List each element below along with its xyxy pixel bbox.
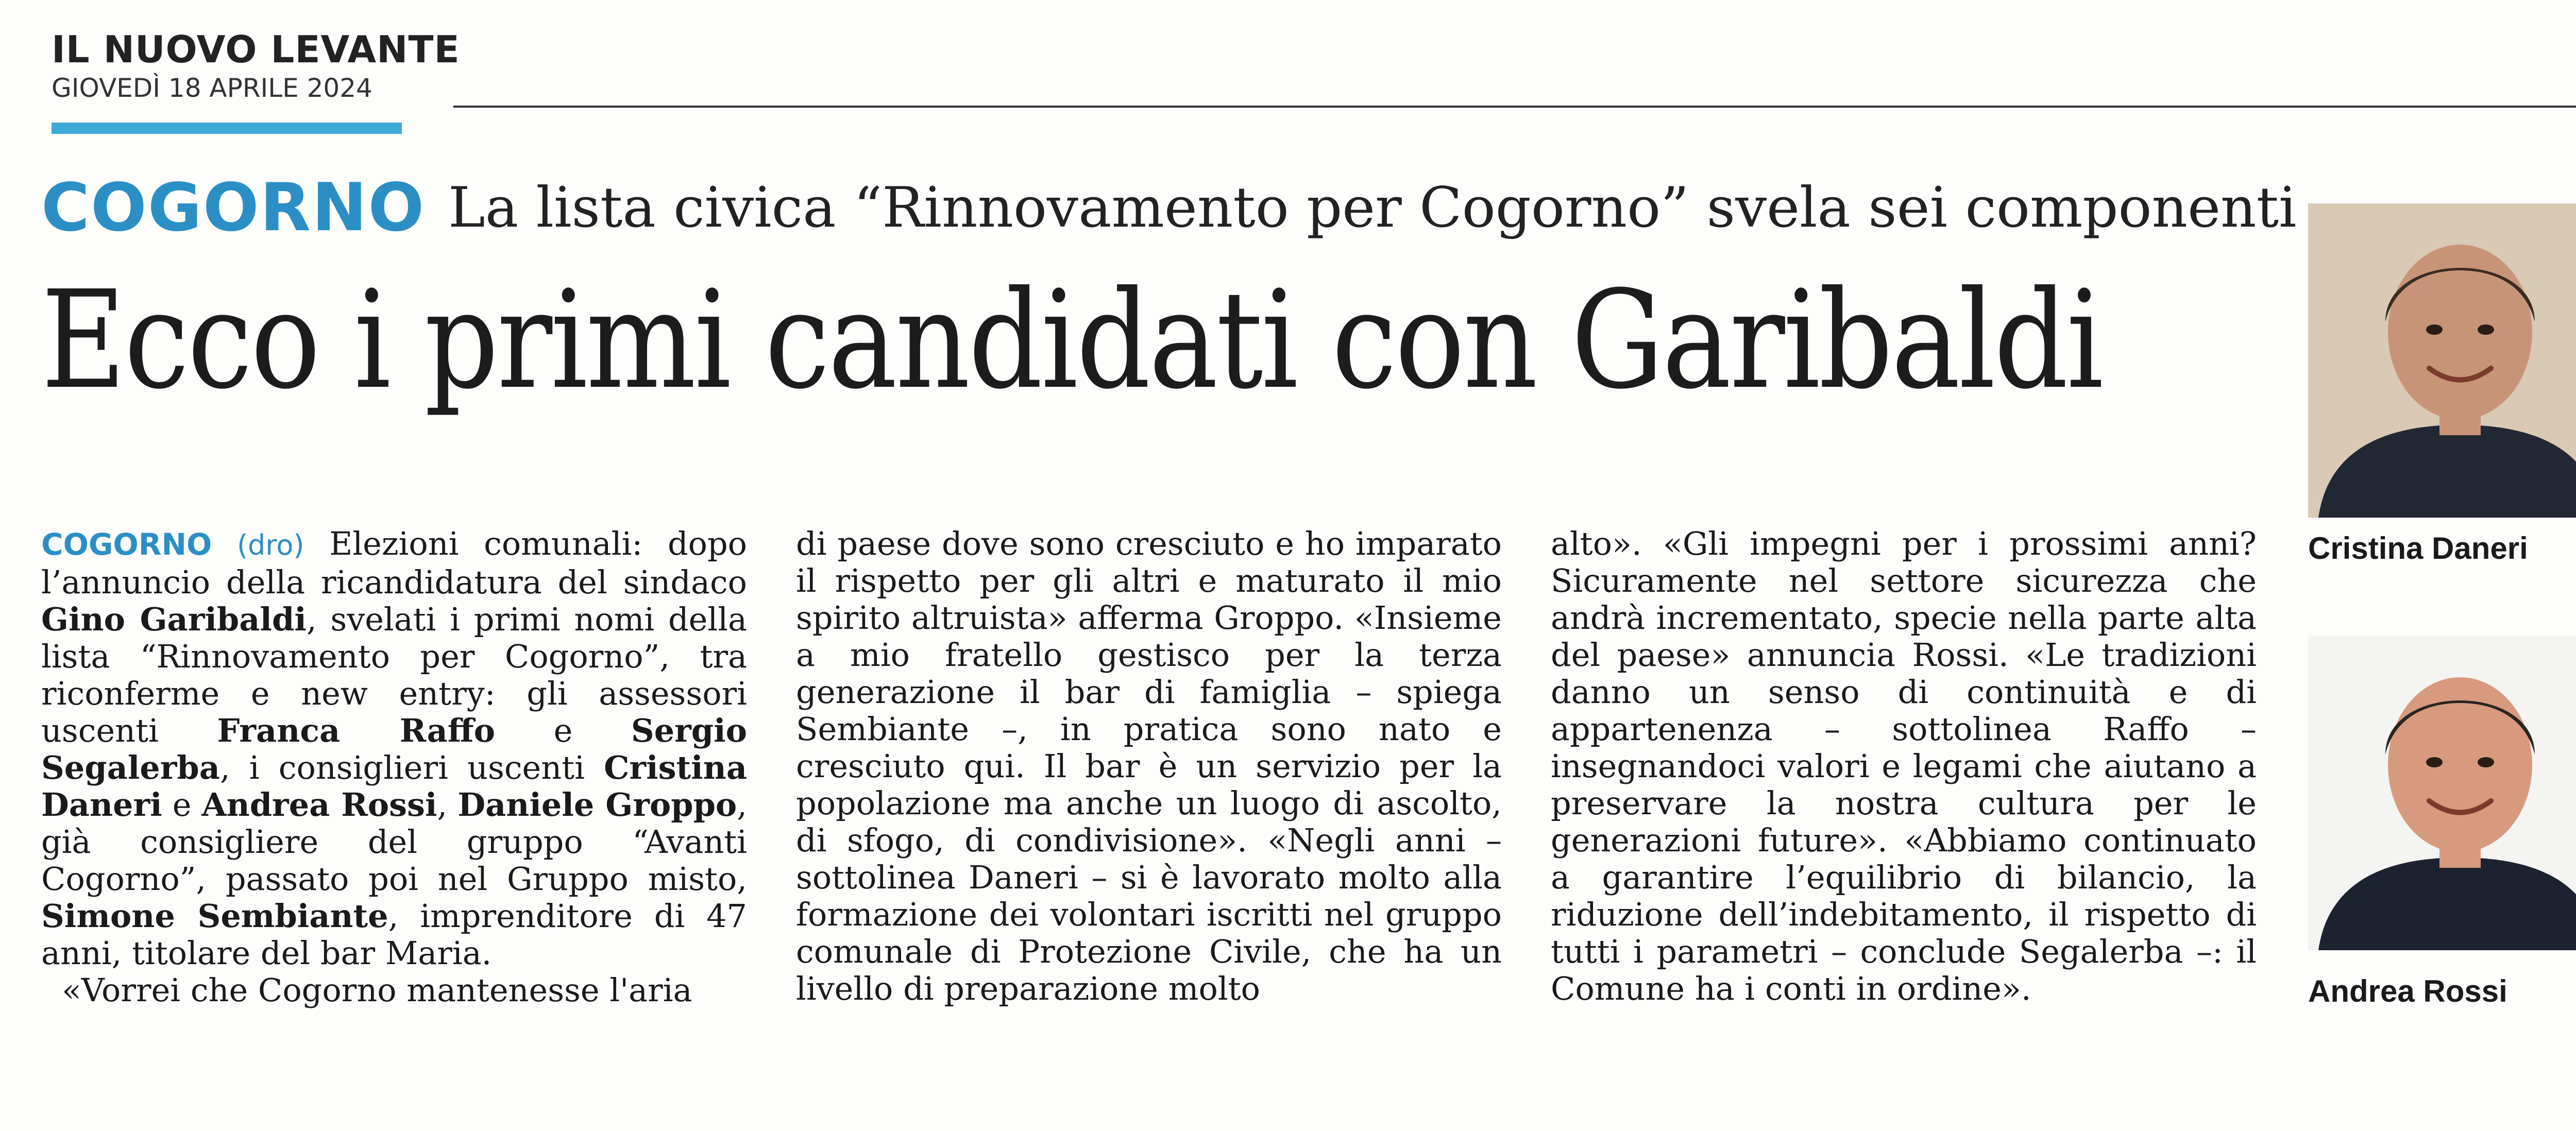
text-run: Elezioni comunali: dopo l’annuncio della ricandidatura del sindaco [41,525,747,601]
text-run: , svelati i primi nomi della lista “Rinnovamento per Cogorno”, tra riconferme e new entry: gli assessori uscenti [41,601,747,749]
masthead-accent-bar [52,123,402,134]
section-kicker: COGORNO [41,169,426,246]
portrait-illustration [2308,636,2576,950]
article-column-3 [1551,525,2257,1007]
text-run: , già consigliere del gruppo “Avanti Cogorno”, passato poi nel Gruppo misto, [41,786,748,898]
name-highlight: Cristina Daneri [41,749,747,824]
dateline: COGORNO [41,527,212,562]
article-paragraph: alto». «Gli impegni per i prossimi anni? Sicuramente nel settore sicurezza che andrà incrementato, specie nella parte alta del paese» annuncia Rossi. «Le tradizioni danno un senso di continuità e di appartenenza – sottolinea Raffo – insegnandoci valori e legami che aiutano a preservare la nostra cultura per le generazioni future». «Abbiamo continuato a garantire l’equilibrio di bilancio, la riduzione dell’indebitamento, il rispetto di tutti i parametri – conclude Segalerba –: il Comune ha i conti in ordine». [1551,525,2257,1007]
name-highlight: Gino Garibaldi [41,601,307,638]
name-highlight: Daniele Groppo [457,786,737,824]
top-rule [453,106,2576,108]
masthead [52,28,460,103]
article-paragraph: di paese dove sono cresciuto e ho imparato il rispetto per gli altri e maturato il mio spirito altruista» afferma Groppo. «Insieme a mio fratello gestisco per la terza generazione il bar di famiglia – spiega Sembiante –, in pratica sono nato e cresciuto qui. Il bar è un servizio per la popolazione ma anche un luogo di ascolto, di sfogo, di condivisione». «Negli anni – sottolinea Daneri – si è lavorato molto alla formazione dei volontari iscritti nel gruppo comunale di Protezione Civile, che ha un livello di preparazione molto [796,525,1502,1007]
newspaper-name: IL NUOVO LEVANTE [52,28,460,71]
publication-date: GIOVEDÌ 18 APRILE 2024 [52,73,372,103]
portrait-illustration [2308,203,2576,518]
article-paragraph [41,525,747,972]
name-highlight: Simone Sembiante [41,897,388,935]
article-column-1 [41,525,747,1009]
article-subtitle: La lista civica “Rinnovamento per Cogorno” svela sei componenti [448,176,2297,240]
name-highlight: Franca Raffo [217,712,496,749]
candidate-photo [2308,636,2576,950]
photo-caption: Andrea Rossi [2308,974,2507,1008]
text-run: , i consiglieri uscenti [219,749,604,786]
name-highlight: Andrea Rossi [201,786,437,824]
article-column-2 [796,525,1502,1007]
photo-caption: Cristina Daneri [2308,531,2528,566]
text-run: , imprenditore di 47 anni, titolare del bar Maria. [41,897,747,972]
article-headline: Ecco i primi candidati con Garibaldi [41,262,2102,419]
text-run: e [162,786,202,824]
article-paragraph: «Vorrei che Cogorno mantenesse l'aria [62,971,692,1009]
name-highlight: Sergio Segalerba [41,712,748,786]
byline: (dro) [236,529,304,561]
text-run: , [437,786,458,824]
candidate-photo [2308,203,2576,518]
text-run: e [495,712,631,749]
